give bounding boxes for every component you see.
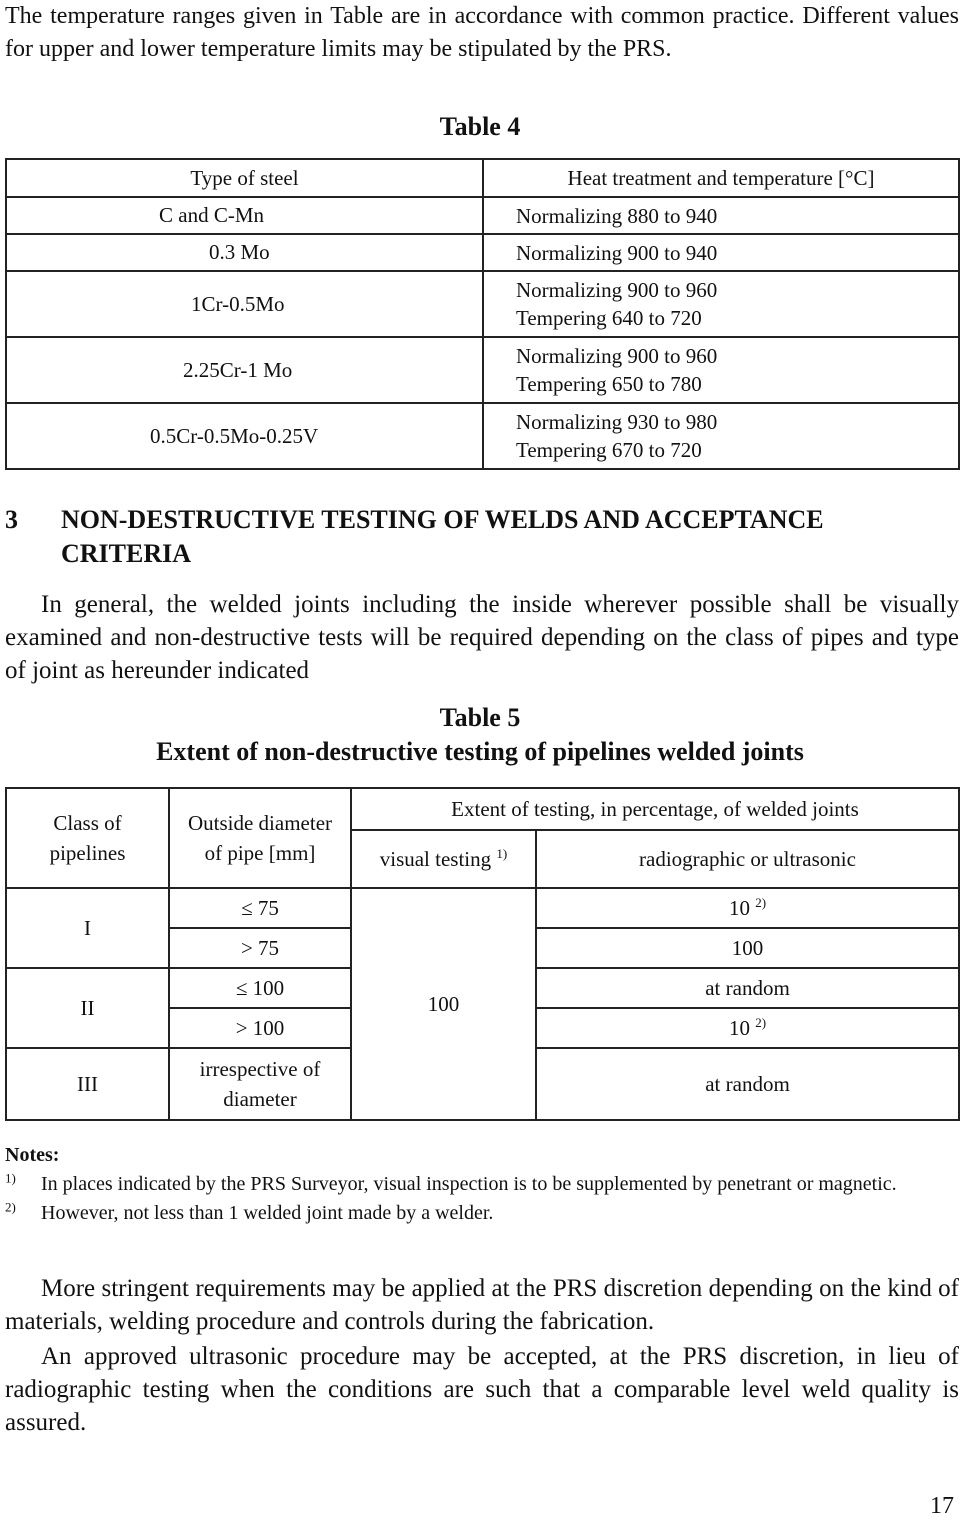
table5-header-visual	[351, 830, 536, 888]
table4-row	[6, 234, 959, 271]
page-number: 17	[930, 1493, 954, 1519]
table4-treatment-line: Tempering 670 to 720	[516, 438, 702, 462]
table5-header-class	[6, 788, 169, 888]
note-text: In places indicated by the PRS Surveyor, visual inspection is to be supplemented by penetrant or magnetic.	[41, 1173, 897, 1195]
table5-diameter: ≤ 75	[169, 888, 351, 928]
table4-row	[6, 337, 959, 403]
note-item	[5, 1199, 960, 1228]
section3-heading	[5, 503, 955, 571]
closing-paragraph: More stringent requirements may be applied at the PRS discretion depending on the kind of materials, welding procedure and controls during the fabrication.	[5, 1275, 959, 1335]
table5-caption: Table 5	[439, 703, 521, 732]
table5-class: II	[6, 968, 169, 1048]
table4-treatment: Normalizing 880 to 940	[516, 203, 718, 228]
table4-header-heat: Heat treatment and temperature [°C]	[567, 165, 875, 190]
table5-title: Extent of non-destructive testing of pipelines welded joints	[156, 737, 804, 766]
note-item	[5, 1170, 960, 1199]
table5-diameter	[169, 1048, 351, 1120]
table5-radio	[536, 1008, 959, 1048]
table4-steel: 2.25Cr-1 Mo	[6, 337, 483, 403]
table5-diameter: ≤ 100	[169, 968, 351, 1008]
table5	[5, 787, 960, 1121]
table4	[5, 158, 960, 470]
table5-radio: at random	[536, 1048, 959, 1120]
note-mark-sup: 2)	[5, 1199, 16, 1215]
section3-title: NON-DESTRUCTIVE TESTING OF WELDS AND ACCEPTANCE CRITERIA	[61, 505, 824, 568]
table5-header-class-text: Class of pipelines	[49, 811, 126, 865]
table5-header-diameter	[169, 788, 351, 888]
table5-diameter: > 75	[169, 928, 351, 968]
table4-steel: C and C-Mn	[6, 197, 483, 234]
table5-header-radiographic: radiographic or ultrasonic	[536, 830, 959, 888]
note-mark	[5, 1170, 41, 1199]
table4-treatment	[483, 337, 959, 403]
table5-header-row	[6, 788, 959, 830]
table5-class: III	[6, 1048, 169, 1120]
table5-radio: at random	[536, 968, 959, 1008]
table4-steel: 1Cr-0.5Mo	[6, 271, 483, 337]
table4-steel: 0.3 Mo	[6, 234, 483, 271]
table4-treatment	[483, 403, 959, 469]
table4-treatment-line: Tempering 640 to 720	[516, 306, 702, 330]
table5-radio-value: 10	[728, 1016, 750, 1040]
table4-header-steel: Type of steel	[6, 159, 483, 197]
table4-row	[6, 271, 959, 337]
table5-diameter: > 100	[169, 1008, 351, 1048]
table4-treatment-line: Normalizing 900 to 960	[516, 344, 718, 368]
table5-header-diameter-text: Outside diameter of pipe [mm]	[187, 811, 333, 865]
table4-treatment-line: Tempering 650 to 780	[516, 372, 702, 396]
table5-row	[6, 888, 959, 928]
note-mark	[5, 1199, 41, 1228]
note-ref: 2)	[755, 1015, 767, 1030]
closing-paragraph: An approved ultrasonic procedure may be accepted, at the PRS discretion, in lieu of radiographic testing when the conditions are such that a comparable level weld quality is assured.	[5, 1343, 959, 1436]
note-ref: 2)	[755, 895, 767, 910]
table5-radio-value: 10	[728, 896, 750, 920]
section3-paragraph: In general, the welded joints including the inside wherever possible shall be visually examined and non-destructive tests will be required depending on the class of pipes and type of joint as hereunder indicated	[5, 591, 959, 684]
table4-row	[6, 403, 959, 469]
note-ref: 1)	[496, 846, 508, 861]
note-mark-sup: 1)	[5, 1170, 16, 1186]
table4-row	[6, 197, 959, 234]
note-text: However, not less than 1 welded joint made by a welder.	[41, 1202, 494, 1224]
table5-diameter-text: irrespective of diameter	[199, 1057, 321, 1111]
intro-paragraph: The temperature ranges given in Table are in accordance with common practice. Different values for upper and lower temperature limits may be stipulated by the PRS.	[5, 3, 959, 62]
table4-steel: 0.5Cr-0.5Mo-0.25V	[6, 403, 483, 469]
table5-radio	[536, 888, 959, 928]
table4-treatment-line: Normalizing 900 to 960	[516, 278, 718, 302]
table4-header-row	[6, 159, 959, 197]
table5-class: I	[6, 888, 169, 968]
table4-caption: Table 4	[439, 112, 521, 141]
table4-treatment: Normalizing 900 to 940	[516, 240, 718, 265]
notes-label: Notes:	[5, 1144, 60, 1166]
table4-treatment-line: Normalizing 930 to 980	[516, 410, 718, 434]
table4-treatment	[483, 271, 959, 337]
table5-radio: 100	[536, 928, 959, 968]
section3-number: 3	[5, 505, 18, 534]
table5-header-extent: Extent of testing, in percentage, of welded joints	[351, 788, 959, 830]
table5-visual-value: 100	[351, 888, 536, 1120]
notes	[5, 1141, 960, 1228]
table5-header-visual-text: visual testing	[379, 847, 492, 871]
